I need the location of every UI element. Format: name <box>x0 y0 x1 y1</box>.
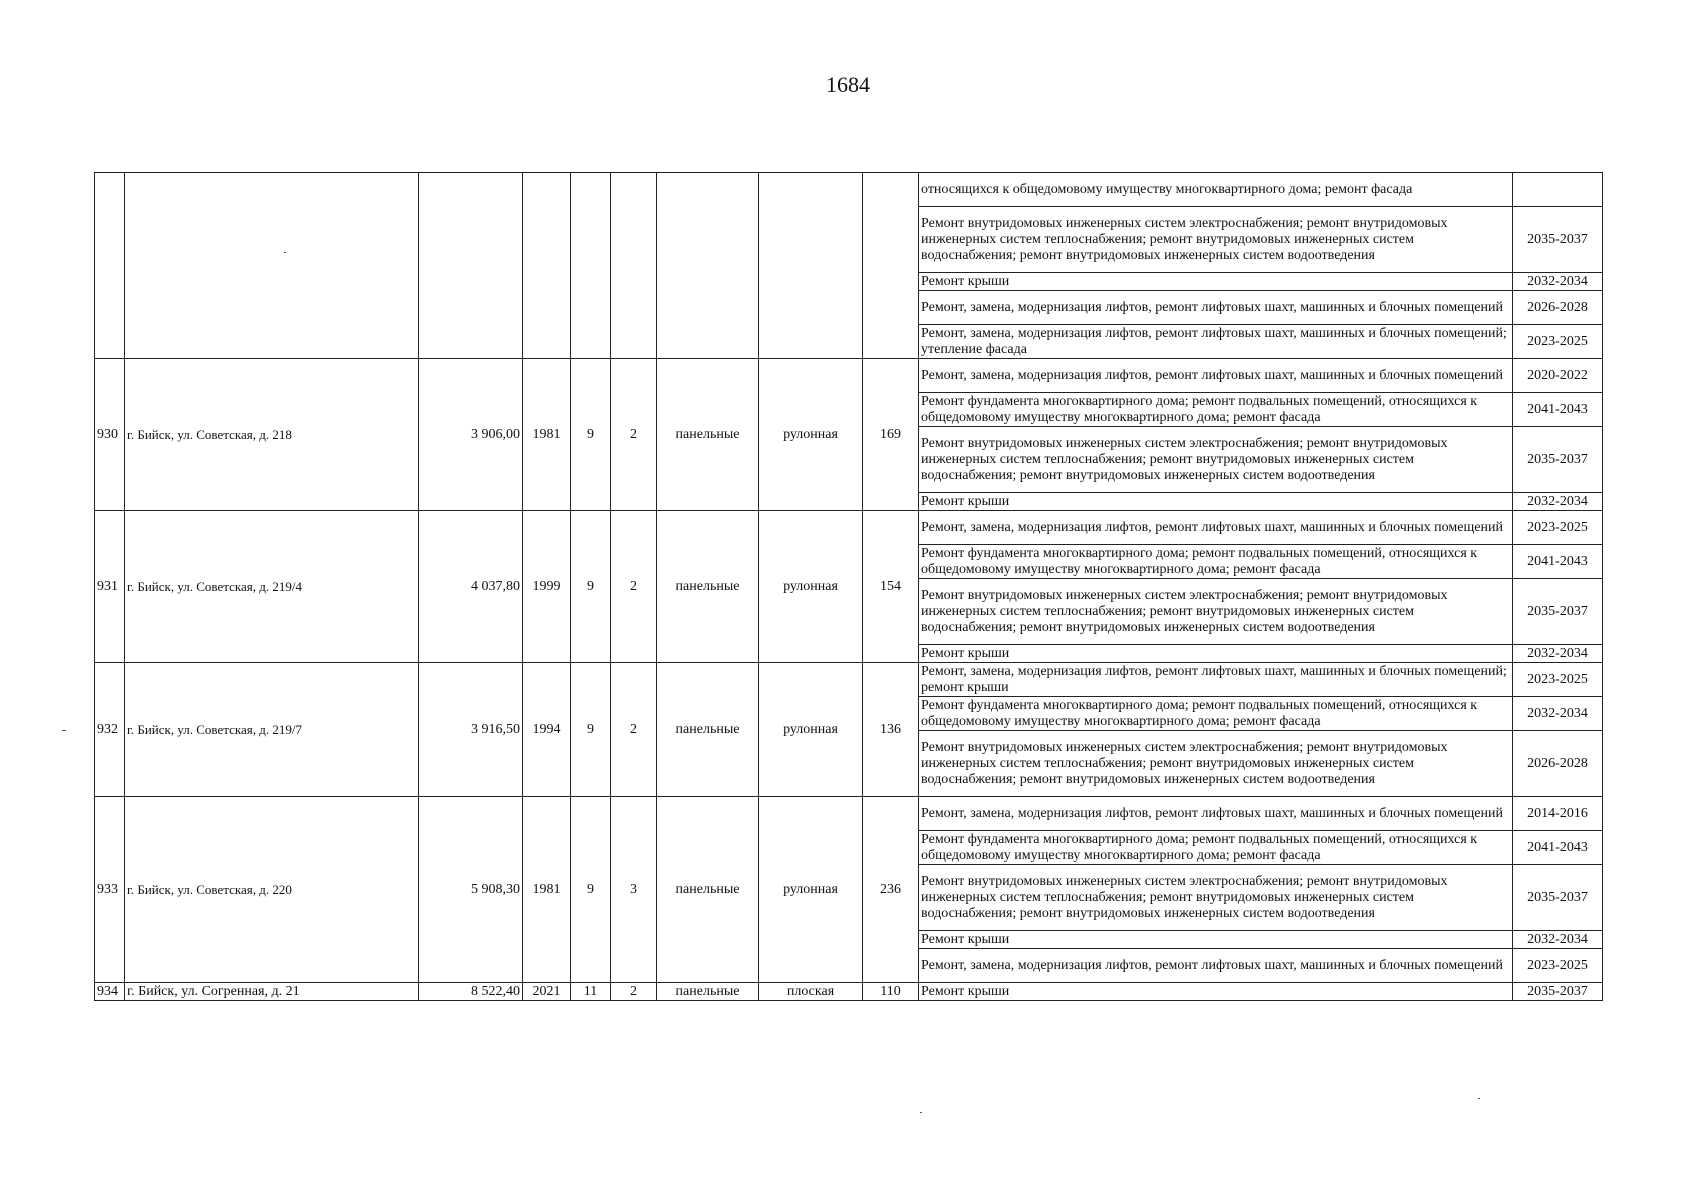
cell-floors: 11 <box>571 983 611 1001</box>
cell-year <box>523 173 571 359</box>
cell-period: 2035-2037 <box>1513 865 1603 931</box>
cell-floors: 9 <box>571 797 611 983</box>
cell-roof: рулонная <box>759 359 863 511</box>
cell-period: 2026-2028 <box>1513 291 1603 325</box>
cell-residents: 236 <box>863 797 919 983</box>
cell-work: относящихся к общедомовому имуществу многоквартирного дома; ремонт фасада <box>919 173 1513 207</box>
cell-entrances: 2 <box>611 359 657 511</box>
cell-work: Ремонт, замена, модернизация лифтов, ремонт лифтовых шахт, машинных и блочных помещений <box>919 949 1513 983</box>
cell-year: 2021 <box>523 983 571 1001</box>
repair-schedule-table <box>94 172 1603 1001</box>
scan-mark <box>284 252 286 253</box>
cell-work: Ремонт, замена, модернизация лифтов, ремонт лифтовых шахт, машинных и блочных помещений; ремонт крыши <box>919 663 1513 697</box>
cell-address: г. Бийск, ул. Согренная, д. 21 <box>125 983 419 1001</box>
cell-period: 2023-2025 <box>1513 663 1603 697</box>
cell-period: 2020-2022 <box>1513 359 1603 393</box>
cell-work: Ремонт крыши <box>919 931 1513 949</box>
cell-number: 932 <box>95 663 125 797</box>
cell-period: 2035-2037 <box>1513 427 1603 493</box>
cell-work: Ремонт, замена, модернизация лифтов, ремонт лифтовых шахт, машинных и блочных помещений <box>919 291 1513 325</box>
cell-area <box>419 173 523 359</box>
cell-area: 3 916,50 <box>419 663 523 797</box>
cell-period: 2032-2034 <box>1513 273 1603 291</box>
cell-address: г. Бийск, ул. Советская, д. 218 <box>125 359 419 511</box>
cell-work: Ремонт внутридомовых инженерных систем электроснабжения; ремонт внутридомовых инженерных систем теплоснабжения; ремонт внутридомовых инженерных систем водоснабжения; ремонт внутридомовых инженерных систем водоотведения <box>919 427 1513 493</box>
cell-period: 2041-2043 <box>1513 545 1603 579</box>
cell-year: 1981 <box>523 797 571 983</box>
cell-floors <box>571 173 611 359</box>
cell-walls: панельные <box>657 983 759 1001</box>
cell-work: Ремонт крыши <box>919 983 1513 1001</box>
cell-work: Ремонт фундамента многоквартирного дома; ремонт подвальных помещений, относящихся к общедомовому имуществу многоквартирного дома; ремонт фасада <box>919 393 1513 427</box>
cell-floors: 9 <box>571 359 611 511</box>
cell-work: Ремонт фундамента многоквартирного дома; ремонт подвальных помещений, относящихся к общедомовому имуществу многоквартирного дома; ремонт фасада <box>919 831 1513 865</box>
cell-roof: рулонная <box>759 663 863 797</box>
cell-year: 1999 <box>523 511 571 663</box>
cell-area: 3 906,00 <box>419 359 523 511</box>
cell-residents <box>863 173 919 359</box>
cell-residents: 154 <box>863 511 919 663</box>
table-row <box>95 797 1603 831</box>
cell-area: 5 908,30 <box>419 797 523 983</box>
cell-work: Ремонт фундамента многоквартирного дома; ремонт подвальных помещений, относящихся к общедомовому имуществу многоквартирного дома; ремонт фасада <box>919 697 1513 731</box>
cell-period: 2041-2043 <box>1513 831 1603 865</box>
scan-mark <box>920 1112 922 1113</box>
cell-floors: 9 <box>571 663 611 797</box>
cell-work: Ремонт, замена, модернизация лифтов, ремонт лифтовых шахт, машинных и блочных помещений <box>919 359 1513 393</box>
cell-address: г. Бийск, ул. Советская, д. 219/7 <box>125 663 419 797</box>
cell-number: 931 <box>95 511 125 663</box>
cell-work: Ремонт внутридомовых инженерных систем электроснабжения; ремонт внутридомовых инженерных систем теплоснабжения; ремонт внутридомовых инженерных систем водоснабжения; ремонт внутридомовых инженерных систем водоотведения <box>919 579 1513 645</box>
cell-walls: панельные <box>657 359 759 511</box>
cell-walls <box>657 173 759 359</box>
cell-period: 2035-2037 <box>1513 983 1603 1001</box>
cell-number: 934 <box>95 983 125 1001</box>
cell-period: 2032-2034 <box>1513 931 1603 949</box>
cell-period: 2041-2043 <box>1513 393 1603 427</box>
cell-area: 8 522,40 <box>419 983 523 1001</box>
cell-residents: 136 <box>863 663 919 797</box>
cell-work: Ремонт внутридомовых инженерных систем электроснабжения; ремонт внутридомовых инженерных систем теплоснабжения; ремонт внутридомовых инженерных систем водоснабжения; ремонт внутридомовых инженерных систем водоотведения <box>919 207 1513 273</box>
cell-work: Ремонт внутридомовых инженерных систем электроснабжения; ремонт внутридомовых инженерных систем теплоснабжения; ремонт внутридомовых инженерных систем водоснабжения; ремонт внутридомовых инженерных систем водоотведения <box>919 865 1513 931</box>
cell-roof: плоская <box>759 983 863 1001</box>
table-row <box>95 663 1603 697</box>
cell-residents: 110 <box>863 983 919 1001</box>
table-row <box>95 173 1603 207</box>
cell-residents: 169 <box>863 359 919 511</box>
cell-period: 2026-2028 <box>1513 731 1603 797</box>
cell-area: 4 037,80 <box>419 511 523 663</box>
cell-walls: панельные <box>657 663 759 797</box>
cell-entrances: 2 <box>611 983 657 1001</box>
cell-address <box>125 173 419 359</box>
cell-walls: панельные <box>657 797 759 983</box>
cell-period: 2014-2016 <box>1513 797 1603 831</box>
cell-period: 2023-2025 <box>1513 511 1603 545</box>
cell-roof: рулонная <box>759 511 863 663</box>
cell-period: 2032-2034 <box>1513 697 1603 731</box>
cell-floors: 9 <box>571 511 611 663</box>
cell-work: Ремонт, замена, модернизация лифтов, ремонт лифтовых шахт, машинных и блочных помещений; утепление фасада <box>919 325 1513 359</box>
cell-work: Ремонт крыши <box>919 273 1513 291</box>
cell-entrances: 2 <box>611 511 657 663</box>
cell-period: 2035-2037 <box>1513 207 1603 273</box>
cell-year: 1981 <box>523 359 571 511</box>
table-body <box>95 173 1603 1001</box>
cell-number: 930 <box>95 359 125 511</box>
scan-mark <box>62 730 66 731</box>
cell-year: 1994 <box>523 663 571 797</box>
cell-entrances: 3 <box>611 797 657 983</box>
cell-address: г. Бийск, ул. Советская, д. 220 <box>125 797 419 983</box>
table-row <box>95 983 1603 1001</box>
cell-work: Ремонт крыши <box>919 645 1513 663</box>
cell-roof <box>759 173 863 359</box>
cell-period: 2023-2025 <box>1513 325 1603 359</box>
cell-work: Ремонт крыши <box>919 493 1513 511</box>
cell-roof: рулонная <box>759 797 863 983</box>
cell-number <box>95 173 125 359</box>
cell-entrances: 2 <box>611 663 657 797</box>
cell-period: 2035-2037 <box>1513 579 1603 645</box>
table-row <box>95 359 1603 393</box>
cell-period: 2032-2034 <box>1513 645 1603 663</box>
table-row <box>95 511 1603 545</box>
page-number: 1684 <box>826 72 870 97</box>
cell-entrances <box>611 173 657 359</box>
cell-work: Ремонт фундамента многоквартирного дома; ремонт подвальных помещений, относящихся к общедомовому имуществу многоквартирного дома; ремонт фасада <box>919 545 1513 579</box>
cell-address: г. Бийск, ул. Советская, д. 219/4 <box>125 511 419 663</box>
cell-work: Ремонт, замена, модернизация лифтов, ремонт лифтовых шахт, машинных и блочных помещений <box>919 797 1513 831</box>
cell-period <box>1513 173 1603 207</box>
cell-number: 933 <box>95 797 125 983</box>
cell-period: 2023-2025 <box>1513 949 1603 983</box>
cell-work: Ремонт внутридомовых инженерных систем электроснабжения; ремонт внутридомовых инженерных систем теплоснабжения; ремонт внутридомовых инженерных систем водоснабжения; ремонт внутридомовых инженерных систем водоотведения <box>919 731 1513 797</box>
cell-work: Ремонт, замена, модернизация лифтов, ремонт лифтовых шахт, машинных и блочных помещений <box>919 511 1513 545</box>
scan-mark <box>1478 1098 1480 1099</box>
cell-period: 2032-2034 <box>1513 493 1603 511</box>
cell-walls: панельные <box>657 511 759 663</box>
